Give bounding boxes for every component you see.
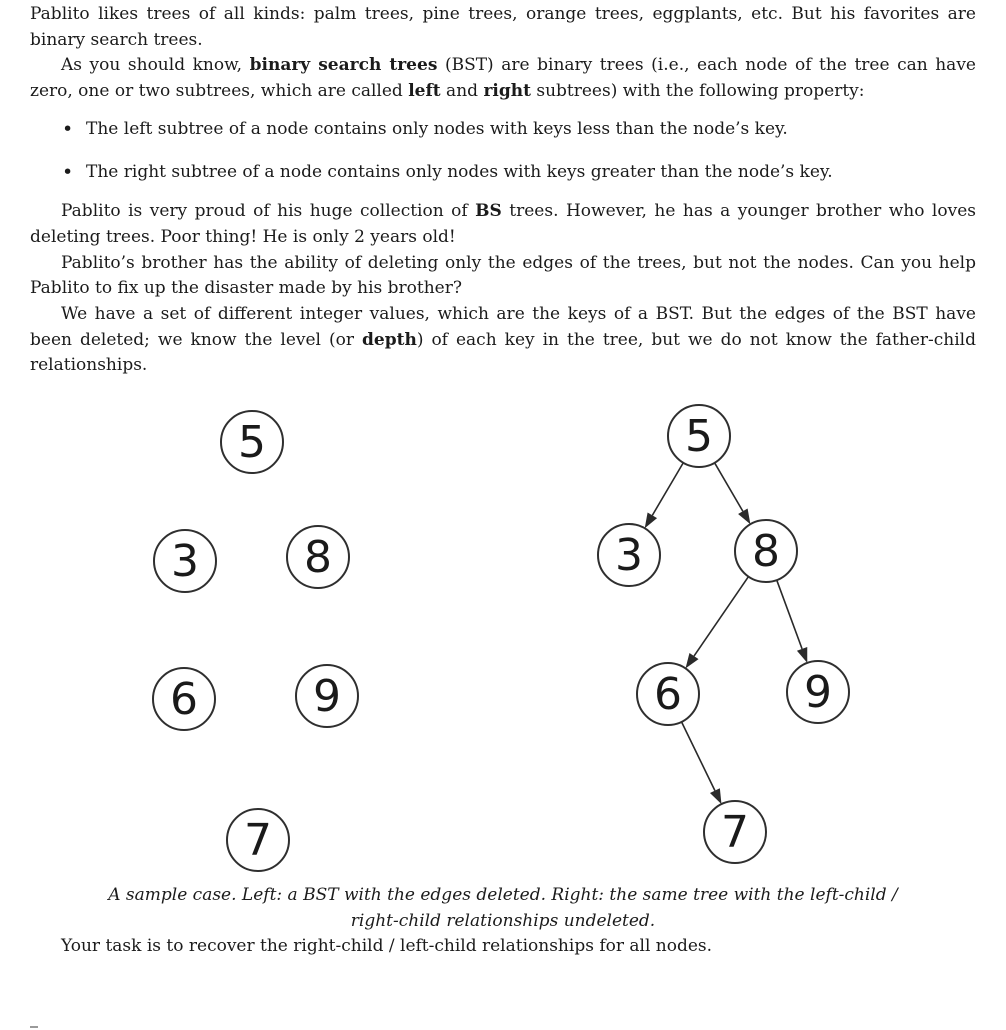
tree-node-label: 7	[244, 815, 272, 867]
tree-edge	[715, 463, 743, 511]
paragraph-problem-setup: We have a set of different integer values, which are the keys of a BST. But the edges of the BST have been deleted; we know the level (or depth) of each key in the tree, but we do not know the father-child relationships.	[30, 304, 976, 376]
tree-node-label: 9	[313, 671, 341, 723]
tree-edge-arrowhead	[686, 653, 699, 668]
tree-node-label: 3	[171, 536, 199, 588]
tree-edge-arrowhead	[710, 788, 721, 804]
tree-node-label: 6	[170, 674, 198, 726]
figure-caption-line-1: A sample case. Left: a BST with the edges deleted. Right: the same tree with the left-child /	[108, 885, 898, 906]
tree-node-label: 8	[752, 526, 780, 578]
tree-edge-arrowhead	[645, 513, 657, 529]
tree-node-label: 5	[685, 411, 713, 463]
bullet-item-left-subtree: • The left subtree of a node contains only nodes with keys less than the node’s key.	[62, 117, 976, 143]
tree-edge	[694, 577, 748, 656]
paragraph-task: Your task is to recover the right-child / left-child relationships for all nodes.	[61, 936, 713, 957]
tree-node-label: 8	[304, 532, 332, 584]
sample-case-figure	[30, 395, 976, 880]
paragraph-bst-definition: As you should know, binary search trees (BST) are binary trees (i.e., each node of the tree can have zero, one or two subtrees, which are called left and right subtrees) with the following property:	[30, 55, 976, 102]
figure-caption-line-2: right-child relationships undeleted.	[350, 911, 656, 932]
tree-bst-edges-restored	[598, 405, 849, 863]
tree-node-label: 6	[654, 669, 682, 721]
tree-edge	[682, 722, 715, 791]
tree-edge	[652, 463, 683, 516]
paragraph-intro: Pablito likes trees of all kinds: palm trees, pine trees, orange trees, eggplants, etc. But his favorites are binary search trees.	[30, 4, 976, 50]
figure-caption	[30, 882, 976, 934]
tree-node-label: 9	[804, 667, 832, 719]
tree-edge-arrowhead	[738, 509, 750, 525]
tree-node-label: 7	[721, 807, 749, 859]
tree-edge	[777, 580, 802, 649]
paragraph-collection: Pablito is very proud of his huge collection of BS trees. However, he has a younger brother who loves deleting trees. Poor thing! He is only 2 years old!	[30, 201, 976, 247]
bullet-item-right-subtree: • The right subtree of a node contains only nodes with keys greater than the node’s key.	[62, 160, 976, 186]
tree-bst-edges-deleted	[153, 411, 358, 871]
cutoff-text-fragment	[30, 1026, 38, 1028]
bst-property-list	[30, 117, 976, 185]
figure-svg	[0, 395, 1006, 880]
paragraph-brother: Pablito’s brother has the ability of deleting only the edges of the trees, but not the nodes. Can you help Pablito to fix up the disaster made by his brother?	[30, 252, 976, 299]
tree-edge-arrowhead	[797, 647, 807, 663]
tree-node-label: 5	[238, 417, 266, 469]
tree-node-label: 3	[615, 530, 643, 582]
